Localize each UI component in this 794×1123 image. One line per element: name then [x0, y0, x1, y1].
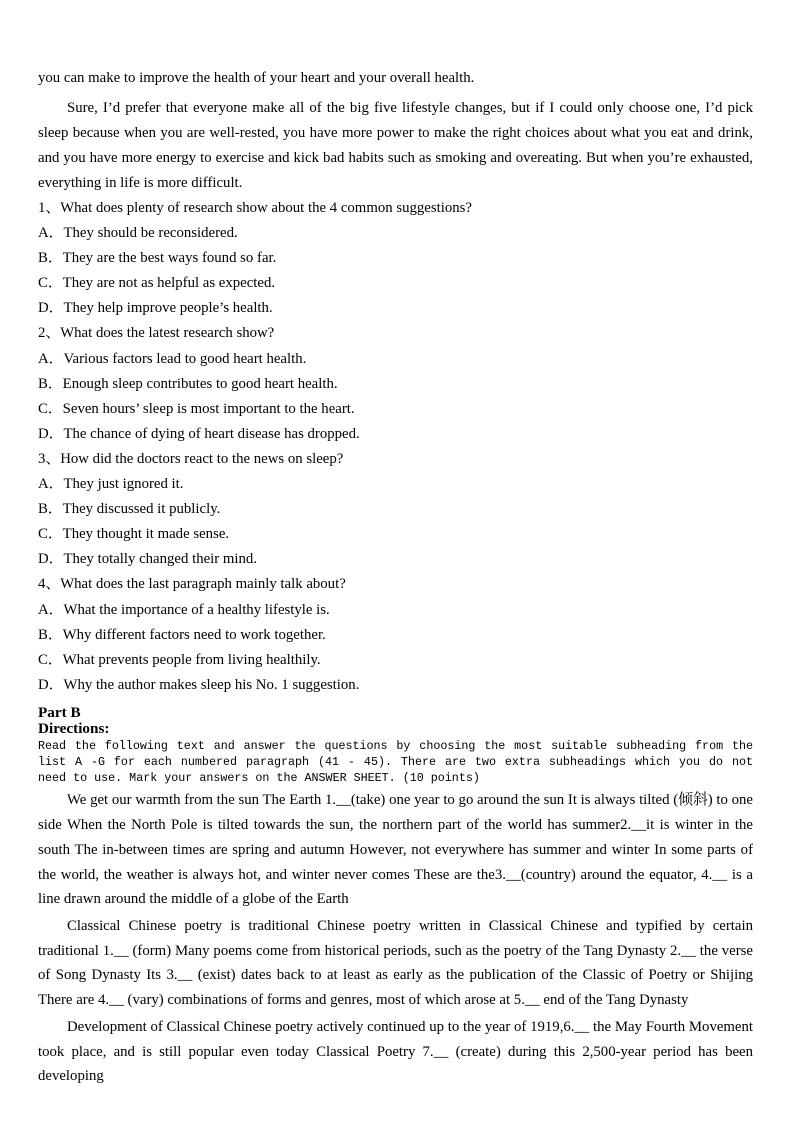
cloze-paragraph-earth: We get our warmth from the sun The Earth 1.__(take) one year to go around the sun It is always tilted (倾斜) to one side When the North Pole is tilted towards the sun, the northern part of the world has summer2.__it is winter in the south The in-between times are spring and autumn However, not everywhere has summer and winter In some parts of the world, the weather is always hot, and winter never comes These are the3.__(country) around the equator, 4.__ is a line drawn around the middle of a globe of the Earth: [38, 792, 753, 908]
option-line: C．What prevents people from living healthily.: [38, 651, 321, 668]
option-line: C．They are not as helpful as expected.: [38, 275, 276, 292]
option-line: B．Why different factors need to work together.: [38, 626, 326, 643]
cloze-paragraph-development: Development of Classical Chinese poetry actively continued up to the year of 1919,6.__ the May Fourth Movement took place, and is still popular even today Classical Poetry 7.__ (create) during this 2,500-year period has been developing: [38, 1018, 753, 1085]
option-line: D．Why the author makes sleep his No. 1 suggestion.: [38, 676, 360, 693]
option-line: B．Enough sleep contributes to good heart health.: [38, 375, 338, 392]
option-line: C．They thought it made sense.: [38, 526, 230, 543]
option-line: A．They just ignored it.: [38, 476, 184, 493]
option-line: D．They totally changed their mind.: [38, 551, 258, 568]
question-block: [38, 447, 753, 572]
option-line: B．They discussed it publicly.: [38, 501, 221, 518]
part-b-heading: Part B: [38, 703, 81, 721]
question-text: 1、What does plenty of research show about the 4 common suggestions?: [38, 200, 472, 216]
question-block: [38, 196, 753, 321]
option-line: A．They should be reconsidered.: [38, 225, 238, 242]
question-block: [38, 572, 753, 697]
option-line: A．Various factors lead to good heart health.: [38, 350, 307, 367]
directions-label: Directions:: [38, 720, 110, 738]
lead-paragraph: Sure, I’d prefer that everyone make all of the big five lifestyle changes, but if I could only choose one, I’d pick sleep because when you are well-rested, you have more power to make the right choices about what you eat and drink, and you have more energy to exercise and kick bad habits such as smoking and overeating. But when you’re exhausted, everything in life is more difficult.: [38, 100, 753, 191]
question-block: [38, 321, 753, 446]
option-line: D．The chance of dying of heart disease has dropped.: [38, 425, 360, 442]
option-line: A．What the importance of a healthy lifestyle is.: [38, 601, 330, 618]
intro-line: you can make to improve the health of your heart and your overall health.: [38, 70, 475, 86]
directions-text: Read the following text and answer the questions by choosing the most suitable subheading from the list A -G for each numbered paragraph (41 - 45). There are two extra subheadings which you do not need to use. Mark your answers on the ANSWER SHEET. (10 points): [38, 738, 753, 786]
question-text: 2、What does the latest research show?: [38, 325, 275, 342]
option-line: D．They help improve people’s health.: [38, 300, 273, 317]
part-b-section: [38, 705, 753, 1089]
questions-section: [38, 196, 753, 698]
option-line: B．They are the best ways found so far.: [38, 250, 277, 267]
question-text: 4、What does the last paragraph mainly talk about?: [38, 576, 346, 593]
cloze-paragraph-poetry: Classical Chinese poetry is traditional Chinese poetry written in Classical Chinese and typified by certain traditional 1.__ (form) Many poems come from historical periods, such as the poetry of the Tang Dynasty 2.__ the verse of Song Dynasty Its 3.__ (exist) dates back to at least as early as the publication of the Classic of Poetry or Shijing There are 4.__ (vary) combinations of forms and genres, most of which arose at 5.__ end of the Tang Dynasty: [38, 918, 753, 1009]
question-text: 3、How did the doctors react to the news on sleep?: [38, 450, 344, 467]
option-line: C．Seven hours’ sleep is most important to the heart.: [38, 400, 355, 417]
